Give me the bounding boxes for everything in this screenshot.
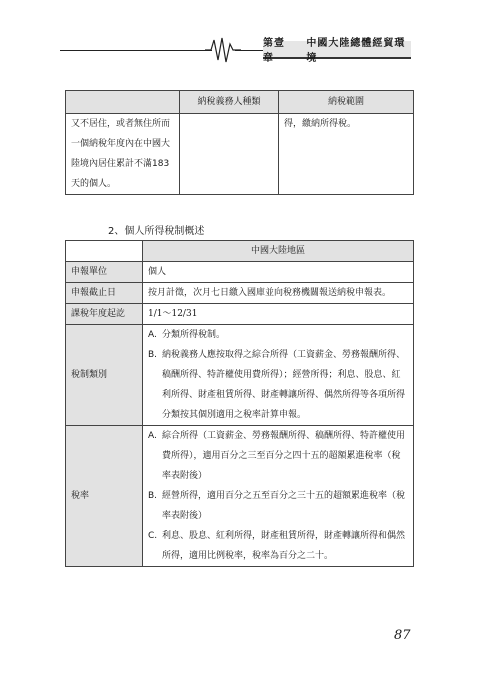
row-value — [143, 325, 414, 426]
table-cell: 又不居住，或者無住所而一個納稅年度內在中國大陸境內居住累計不滿183天的個人。 — [66, 114, 180, 195]
table-row — [66, 426, 414, 567]
table-header-row — [66, 91, 414, 114]
item-text: 利息、股息、紅利所得，財產租賃所得，財產轉讓所得和偶然所得，適用比例稅率，稅率為百分之二十。 — [162, 531, 406, 561]
item-text: 經營所得，適用百分之五至百分之三十五的超額累進稅率（稅率表附後） — [162, 491, 406, 521]
list-item — [148, 426, 408, 486]
row-label: 課稅年度起訖 — [66, 304, 143, 325]
row-label: 稅制類別 — [66, 325, 143, 426]
header-rule-right — [235, 50, 265, 51]
chapter-number: 第壹章 — [263, 38, 285, 64]
item-marker: B. — [148, 350, 158, 360]
item-text: 分類所得稅制。 — [162, 330, 226, 340]
table-row — [66, 262, 414, 283]
item-text: 綜合所得（工資薪金、勞務報酬所得、稿酬所得、特許權使用費所得），適用百分之三至百分之四十五的超額累進稅率（稅率表附後） — [162, 431, 406, 481]
list-item — [148, 345, 408, 425]
list-item — [148, 486, 408, 526]
row-value — [143, 426, 414, 567]
item-marker: A. — [148, 330, 157, 340]
table-row — [66, 114, 414, 195]
table-cell — [180, 114, 279, 195]
row-value: 按月計徵，次月七日繳入國庫並向稅務機關報送納稅申報表。 — [143, 283, 414, 304]
table-cell: 得，繳納所得稅。 — [279, 114, 414, 195]
row-label: 稅率 — [66, 426, 143, 567]
row-label: 申報單位 — [66, 262, 143, 283]
chapter-header — [263, 38, 411, 64]
row-label: 申報截止日 — [66, 283, 143, 304]
taxpayer-scope-table — [65, 90, 414, 195]
table-header-row — [66, 241, 414, 262]
region-header: 中國大陸地區 — [143, 241, 414, 262]
column-header: 納稅義務人種類 — [180, 91, 279, 114]
list-item — [148, 325, 408, 345]
header-rule-left — [60, 50, 212, 51]
table-row — [66, 283, 414, 304]
item-marker: C. — [148, 531, 158, 541]
table-corner-cell — [66, 241, 143, 262]
page-number: 87 — [394, 628, 411, 643]
column-header — [66, 91, 180, 114]
item-marker: A. — [148, 431, 157, 441]
income-tax-overview-table — [65, 240, 414, 567]
section-title: 2、個人所得稅制概述 — [108, 226, 205, 237]
row-value: 個人 — [143, 262, 414, 283]
list-item — [148, 526, 408, 566]
chapter-title: 中國大陸總體經貿環境 — [306, 38, 406, 64]
row-value: 1/1～12/31 — [143, 304, 414, 325]
table-row — [66, 325, 414, 426]
item-text: 納稅義務人應按取得之綜合所得（工資薪金、勞務報酬所得、稿酬所得、特許權使用費所得）；經營所得；利息、股息、紅利所得、財產租賃所得、財產轉讓所得、偶然所得等各項所得分類按其個別適用之稅率計算申報。 — [162, 350, 406, 420]
table-row — [66, 304, 414, 325]
column-header: 納稅範圍 — [279, 91, 414, 114]
item-marker: B. — [148, 491, 158, 501]
